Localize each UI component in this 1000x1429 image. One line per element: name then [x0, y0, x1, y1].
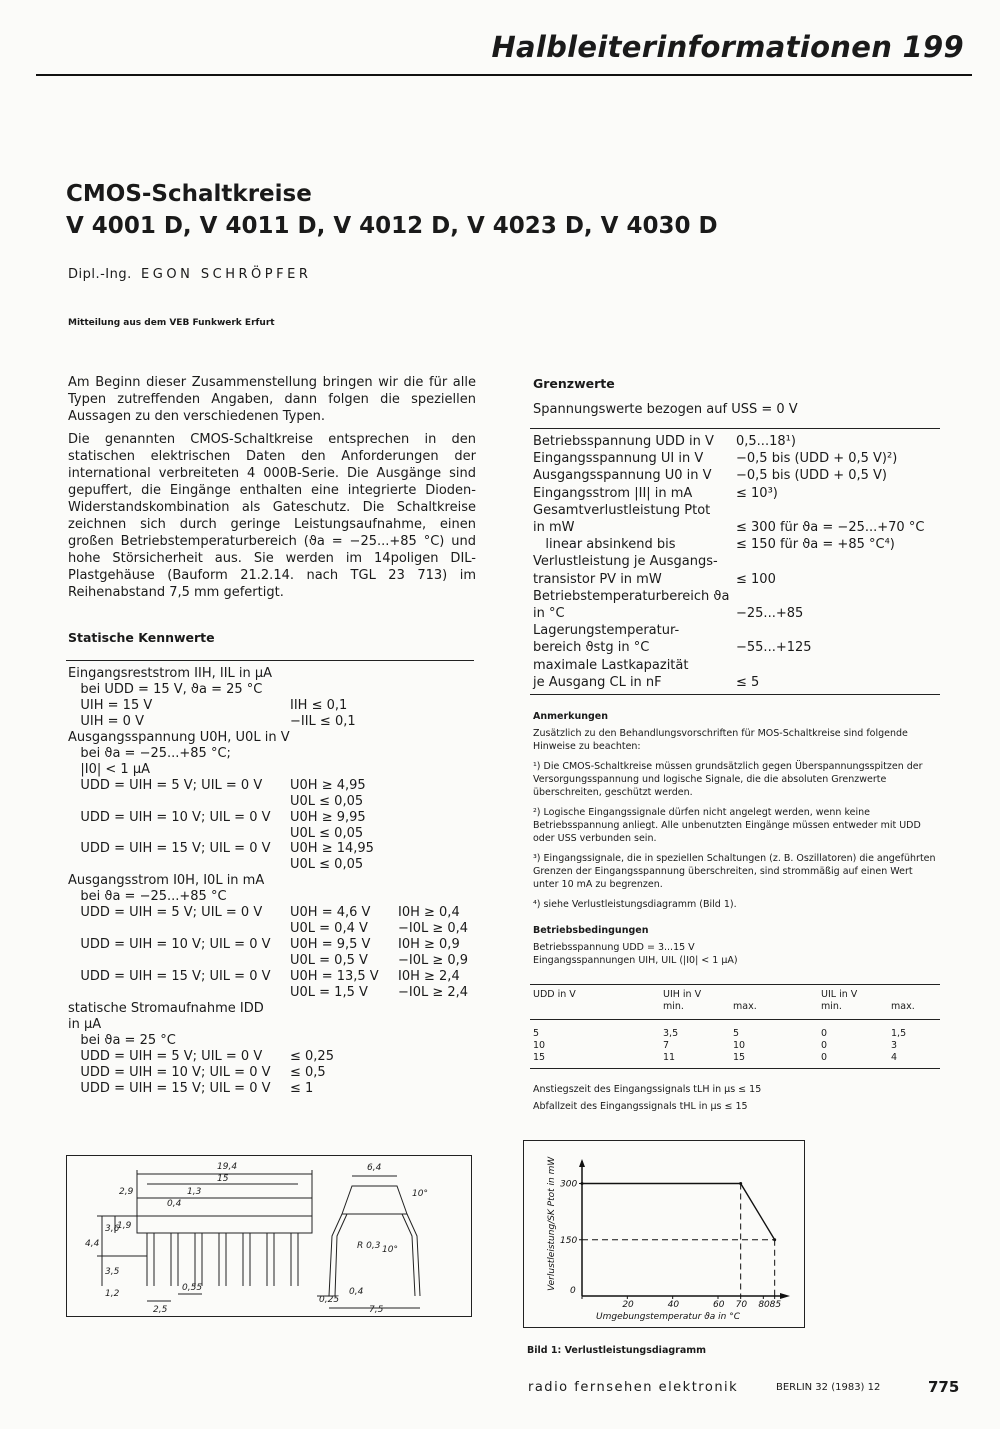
author-prefix: Dipl.-Ing.: [68, 267, 132, 282]
table-cell: 10: [533, 1039, 546, 1051]
intro-paragraph-1: Am Beginn dieser Zusammenstellung bringen wir die für alle Typen zutreffenden Angaben, dann folgen die speziellen Aussagen zu den verschiedenen Typen.: [68, 375, 476, 424]
package-drawing-box: [66, 1155, 472, 1317]
table-row: [533, 1039, 931, 1051]
series-line: [582, 1184, 775, 1240]
limit-label: je Ausgang CL in nF: [533, 674, 662, 690]
static-line-a: Eingangsreststrom IIH, IIL in μA: [68, 666, 273, 681]
static-line-b: ≤ 1: [290, 1080, 314, 1096]
svg-text:1,2: 1,2: [105, 1289, 120, 1299]
figure-caption: Bild 1: Verlustleistungsdiagramm: [527, 1345, 707, 1356]
table-cell: 11: [663, 1051, 676, 1063]
static-line-b: U0H = 13,5 V: [290, 969, 379, 985]
limit-label: maximale Lastkapazität: [533, 657, 689, 673]
limit-label: Eingangsstrom |II| in mA: [533, 485, 693, 501]
limit-value: ≤ 300 für ϑa = −25...+70 °C: [736, 520, 925, 535]
limit-label: Betriebstemperaturbereich ϑa: [533, 588, 730, 604]
svg-text:2,9: 2,9: [119, 1187, 134, 1197]
limit-label: Lagerungstemperatur-: [533, 623, 680, 639]
static-line-a: bei ϑa = 25 °C: [68, 1032, 176, 1048]
uih-max: max.: [733, 1000, 757, 1012]
footer-journal: radio fernsehen elektronik: [528, 1380, 739, 1395]
note-4: ⁴) siehe Verlustleistungsdiagramm (Bild 1).: [533, 899, 737, 910]
static-line-a: in μA: [68, 1016, 102, 1032]
static-line-a: UDD = UIH = 15 V; UIL = 0 V: [68, 1080, 271, 1096]
data-point: [581, 1182, 584, 1185]
limit-value: 0,5...18¹): [736, 434, 796, 449]
package-drawing: [67, 1156, 471, 1316]
table-cell: 1,5: [891, 1027, 907, 1039]
svg-text:R 0,3: R 0,3: [357, 1241, 381, 1251]
note-1: ¹) Die CMOS-Schaltkreise müssen grundsätzlich gegen Überspannungsspitzen der Versorgungsspannung und logische Signale, die die absoluten Grenzwerte überschreiten, geschützt werden.: [533, 761, 923, 798]
static-line-c: I0H ≥ 0,9: [398, 937, 460, 953]
svg-text:10°: 10°: [412, 1189, 428, 1199]
affiliation: Mitteilung aus dem VEB Funkwerk Erfurt: [68, 318, 275, 328]
limit-value: ≤ 5: [736, 674, 760, 690]
static-line-c: −I0L ≥ 0,9: [398, 953, 469, 969]
static-line-b: U0L ≤ 0,05: [290, 825, 364, 841]
table-cell: 4: [891, 1051, 898, 1063]
x-axis-label: Umgebungstemperatur ϑa in °C: [596, 1312, 741, 1322]
svg-text:2,5: 2,5: [153, 1305, 168, 1315]
static-rule: [66, 660, 474, 661]
limits-subheading: Spannungswerte bezogen auf USS = 0 V: [533, 402, 798, 417]
author-name: EGON SCHRÖPFER: [141, 267, 312, 282]
operating-table-rule-top: [530, 984, 940, 985]
static-line-b: U0H ≥ 9,95: [290, 809, 366, 825]
static-line-c: −I0L ≥ 2,4: [398, 985, 469, 1000]
static-line-a: UDD = UIH = 5 V; UIL = 0 V: [68, 905, 263, 921]
footer-issue: BERLIN 32 (1983) 12: [776, 1382, 881, 1393]
static-line-b: ≤ 0,25: [290, 1048, 334, 1064]
operating-table-rule-bottom: [530, 1068, 940, 1069]
table-cell: 10: [733, 1039, 746, 1051]
static-line-c: −I0L ≥ 0,4: [398, 921, 469, 937]
uil-min: min.: [821, 1000, 842, 1012]
limit-value: ≤ 10³): [736, 485, 778, 501]
svg-text:1,9: 1,9: [117, 1221, 132, 1231]
static-line-a: statische Stromaufnahme IDD: [68, 1000, 264, 1016]
rise-time: Anstiegszeit des Eingangssignals tLH in μs ≤ 15: [533, 1084, 762, 1095]
data-point: [739, 1182, 742, 1185]
data-point: [773, 1238, 776, 1241]
static-line-a: bei UDD = 15 V, ϑa = 25 °C: [68, 681, 263, 697]
table-cell: 0: [821, 1051, 828, 1063]
notes-intro: Zusätzlich zu den Behandlungsvorschriften für MOS-Schaltkreise sind folgende Hinweise zu beachten:: [533, 728, 908, 752]
svg-text:6,4: 6,4: [367, 1163, 382, 1173]
static-line-b: U0H ≥ 4,95: [290, 777, 366, 793]
uil-max: max.: [891, 1000, 915, 1012]
limit-label: Eingangsspannung UI in V: [533, 451, 704, 467]
svg-text:10°: 10°: [382, 1245, 398, 1255]
table-row: [533, 1051, 931, 1063]
notes-heading: Anmerkungen: [533, 711, 608, 722]
static-line-b: U0H = 4,6 V: [290, 905, 371, 921]
limit-label: in mW: [533, 520, 575, 535]
limit-value: −55...+125: [736, 640, 812, 656]
table-cell: 7: [663, 1039, 670, 1051]
power-derating-chart: [524, 1141, 804, 1327]
y-axis-arrow: [579, 1159, 585, 1167]
static-line-a: UDD = UIH = 10 V; UIL = 0 V: [68, 1064, 271, 1080]
static-line-a: bei ϑa = −25...+85 °C;: [68, 745, 231, 761]
x-tick-label: 85: [769, 1300, 782, 1310]
limit-label: in °C: [533, 606, 565, 621]
svg-text:3,6: 3,6: [105, 1224, 120, 1234]
table-cell: 15: [733, 1051, 746, 1063]
static-line-a: Ausgangsspannung U0H, U0L in V: [68, 729, 290, 745]
static-line-b: U0H ≥ 14,95: [290, 841, 374, 857]
table-cell: 5: [533, 1027, 540, 1039]
table-cell: 15: [533, 1051, 546, 1063]
limit-label: Gesamtverlustleistung Ptot: [533, 502, 711, 518]
static-line-c: I0H ≥ 2,4: [398, 969, 460, 985]
col-uil: UIL in V: [821, 988, 858, 1000]
svg-text:7,5: 7,5: [369, 1305, 384, 1315]
svg-text:0,25: 0,25: [319, 1295, 340, 1305]
limit-value: −0,5 bis (UDD + 0,5 V): [736, 468, 888, 484]
operating-line-1: Betriebsspannung UDD = 3...15 V: [533, 942, 695, 953]
limit-value: −0,5 bis (UDD + 0,5 V)²): [736, 451, 898, 467]
x-tick-label: 40: [667, 1300, 680, 1310]
operating-heading: Betriebsbedingungen: [533, 925, 649, 936]
limit-label: Betriebsspannung UDD in V: [533, 434, 714, 449]
title-line-1: CMOS-Schaltkreise: [66, 181, 312, 207]
x-tick-label: 80: [758, 1300, 770, 1310]
static-line-a: UIH = 0 V: [68, 713, 144, 729]
static-line-a: bei ϑa = −25...+85 °C: [68, 889, 227, 905]
limits-rule-top: [530, 428, 940, 429]
svg-text:0,4: 0,4: [349, 1287, 364, 1297]
static-line-b: ≤ 0,5: [290, 1064, 326, 1080]
svg-text:0,55: 0,55: [182, 1283, 203, 1293]
x-tick-label: 60: [713, 1300, 725, 1310]
static-line-b: U0H = 9,5 V: [290, 937, 371, 953]
operating-table-body: [533, 1027, 931, 1063]
table-subheader-row: [533, 1000, 931, 1012]
footer-page-number: 775: [928, 1378, 960, 1396]
limit-value: ≤ 100: [736, 571, 776, 587]
note-2: ²) Logische Eingangssignale dürfen nicht angelegt werden, wenn keine Betriebsspannung anliegt. Alle unbenutzten Eingänge müssen entweder mit UDD oder USS verbunden sein.: [533, 807, 921, 844]
package-body-end-view: [342, 1186, 407, 1214]
running-header: Halbleiterinformationen 199: [491, 30, 964, 64]
uih-min: min.: [663, 1000, 684, 1012]
intro-text: [68, 374, 476, 607]
static-line-a: UDD = UIH = 15 V; UIL = 0 V: [68, 969, 271, 985]
package-dimension-labels: [85, 1162, 428, 1315]
static-line-b: −IIL ≤ 0,1: [290, 713, 356, 729]
svg-text:1,3: 1,3: [187, 1187, 202, 1197]
x-tick-label: 20: [622, 1300, 634, 1310]
package-pins: [147, 1233, 298, 1286]
static-line-b: U0L = 1,5 V: [290, 985, 368, 1000]
title-line-2: V 4001 D, V 4011 D, V 4012 D, V 4023 D, V 4030 D: [66, 213, 718, 239]
limit-label: transistor PV in mW: [533, 571, 662, 587]
limit-value: ≤ 150 für ϑa = +85 °C⁴): [736, 537, 895, 553]
limits-rule-bottom: [530, 694, 940, 695]
static-line-a: |I0| < 1 μA: [68, 761, 150, 777]
fall-time: Abfallzeit des Eingangssignals tHL in μs ≤ 15: [533, 1101, 748, 1112]
static-line-a: UIH = 15 V: [68, 697, 153, 713]
static-line-a: UDD = UIH = 5 V; UIL = 0 V: [68, 1048, 263, 1064]
limit-label: Verlustleistung je Ausgangs-: [533, 554, 718, 570]
svg-text:3,5: 3,5: [105, 1267, 120, 1277]
svg-text:15: 15: [217, 1174, 229, 1184]
static-line-b: U0L = 0,4 V: [290, 921, 368, 937]
table-cell: 5: [733, 1027, 740, 1039]
static-line-a: UDD = UIH = 10 V; UIL = 0 V: [68, 937, 271, 953]
static-line-a: Ausgangsstrom I0H, I0L in mA: [68, 873, 265, 889]
operating-table: [533, 988, 931, 1012]
table-cell: 0: [821, 1039, 828, 1051]
svg-text:19,4: 19,4: [217, 1162, 238, 1172]
operating-table-rule-mid: [530, 1019, 940, 1020]
static-line-b: U0L = 0,5 V: [290, 953, 368, 969]
table-cell: 3: [891, 1039, 898, 1051]
static-line-b: U0L ≤ 0,05: [290, 857, 364, 873]
y-tick-label: 150: [560, 1235, 578, 1246]
operating-line-2: Eingangsspannungen UIH, UIL (|I0| < 1 μA): [533, 955, 738, 966]
chart-box: [523, 1140, 805, 1328]
static-line-a: UDD = UIH = 10 V; UIL = 0 V: [68, 809, 271, 825]
table-cell: 3,5: [663, 1027, 679, 1039]
x-axis-arrow: [780, 1293, 790, 1299]
static-heading: Statische Kennwerte: [68, 630, 215, 645]
static-line-a: UDD = UIH = 15 V; UIL = 0 V: [68, 841, 271, 857]
table-cell: 0: [821, 1027, 828, 1039]
header-rule: [36, 74, 972, 76]
x-tick-label: 70: [735, 1300, 748, 1310]
limit-label: Ausgangsspannung U0 in V: [533, 468, 712, 484]
svg-text:4,4: 4,4: [85, 1239, 100, 1249]
y-axis-label: Verlustleistung/SK Ptot in mW: [547, 1156, 557, 1291]
svg-text:0,4: 0,4: [167, 1199, 182, 1209]
y-tick-label: 300: [560, 1179, 578, 1190]
static-line-c: I0H ≥ 0,4: [398, 905, 460, 921]
limit-value: −25...+85: [736, 606, 804, 621]
static-line-b: U0L ≤ 0,05: [290, 793, 364, 809]
note-3: ³) Eingangssignale, die in speziellen Schaltungen (z. B. Oszillatoren) die angeführten Grenzen der Eingangsspannung überschreiten, sind strommäßig auf einen Wert unter 10 mA zu begrenzen.: [533, 853, 936, 890]
article-title: [66, 178, 718, 242]
col-udd: UDD in V: [533, 988, 576, 1000]
limit-label: bereich ϑstg in °C: [533, 640, 650, 656]
table-row: [533, 1027, 931, 1039]
notes-text: [533, 727, 938, 918]
table-header-row: [533, 988, 931, 1000]
col-uih: UIH in V: [663, 988, 702, 1000]
intro-paragraph-2: Die genannten CMOS-Schaltkreise entsprechen in den statischen elektrischen Daten den Anforderungen der international verbreiteten 4 000B-Serie. Die Ausgänge sind gepuffert, die Eingänge enthalten eine integrierte Dioden-Widerstandskombination als Gateschutz. Die Schaltkreise zeichnen sich durch geringe Leistungsaufnahme, einen großen Betriebstemperaturbereich (ϑa = −25...+85 °C) und hohe Störsicherheit aus. Sie werden im 14poligen DIL-Plastgehäuse (Bauform 21.2.14. nach TGL 23 713) im Reihenabstand 7,5 mm gefertigt.: [68, 432, 476, 600]
x-tick-label: 0: [570, 1286, 576, 1296]
author-line: [68, 267, 311, 282]
limit-label: linear absinkend bis: [533, 537, 676, 553]
static-line-b: IIH ≤ 0,1: [290, 697, 348, 713]
static-line-a: UDD = UIH = 5 V; UIL = 0 V: [68, 777, 263, 793]
limits-heading: Grenzwerte: [533, 376, 615, 391]
